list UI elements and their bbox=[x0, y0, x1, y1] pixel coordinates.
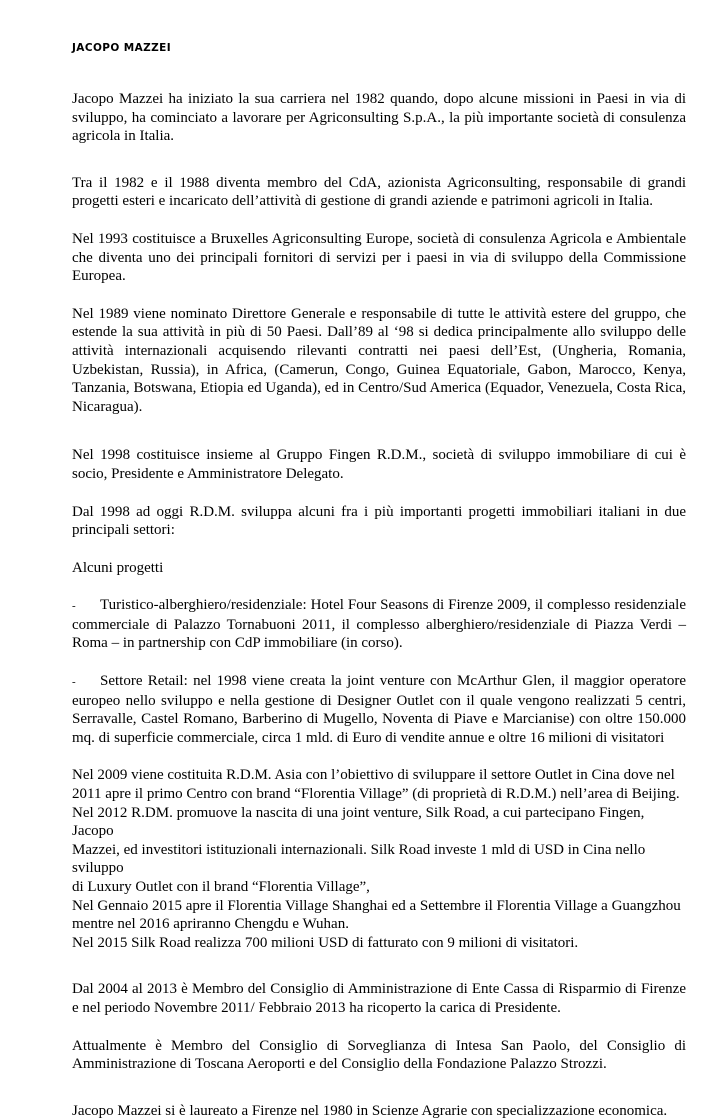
paragraph-director-general: Nel 1989 viene nominato Direttore Generale e responsabile di tutte le attività estere del gruppo, che estende la sua attività in più di 50 Paesi. Dall’89 al ‘98 si dedica principalmente allo sviluppo delle attività internazionali acquisendo rilevanti contratti nei paesi dell’Est, (Ungheria, Romania, Uzbekistan, Russia), in Africa, (Camerun, Congo, Guinea Equatoriale, Gabon, Marocco, Kenya, Tanzania, Botswana, Etiopia ed Uganda), ed in Centro/Sud America (Equador, Venezuela, Costa Rica, Nicaragua). bbox=[72, 305, 686, 415]
bullet-retail bbox=[72, 672, 686, 747]
paragraph-current-roles: Attualmente è Membro del Consiglio di Sorveglianza di Intesa San Paolo, del Consiglio di Amministrazione di Toscana Aeroporti e del Consiglio della Fondazione Palazzo Strozzi. bbox=[72, 1037, 686, 1073]
asia-line: Nel 2015 Silk Road realizza 700 milioni USD di fatturato con 9 milioni di visitatori. bbox=[72, 934, 579, 951]
paragraph-cassa-risparmio: Dal 2004 al 2013 è Membro del Consiglio di Amministrazione di Ente Cassa di Risparmio di Firenze e nel periodo Novembre 2011/ Febbraio 2013 ha ricoperto la carica di Presidente. bbox=[72, 981, 686, 1016]
asia-line: Nel Gennaio 2015 apre il Florentia Village Shanghai ed a Settembre il Florentia Village a Guangzhou bbox=[72, 897, 681, 914]
bullet-retail-text: Settore Retail: nel 1998 viene creata la joint venture con McArthur Glen, il maggior operatore europeo nello sviluppo e nella gestione di Designer Outlet con il quale vengono realizzati 5 centri, Serravalle, Castel Romano, Barberino di Mugello, Noventa di Piave e Marcianise) con oltre 150.000 mq. di superficie commerciale, circa 1 mld. di Euro di vendite annue e oltre 16 milioni di visitatori bbox=[72, 673, 686, 746]
paragraph-bruxelles: Nel 1993 costituisce a Bruxelles Agriconsulting Europe, società di consulenza Agricola e Ambientale che diventa uno dei principali fornitori di servizi per i paesi in via di sviluppo della Commissione Europea. bbox=[72, 230, 686, 285]
bullet-dash: - bbox=[72, 600, 76, 613]
document-title: JACOPO MAZZEI bbox=[72, 42, 172, 54]
asia-line: Mazzei, ed investitori istituzionali internazionali. Silk Road investe 1 mld di USD in Cina nello sviluppo bbox=[72, 841, 646, 877]
paragraph-career-start: Jacopo Mazzei ha iniziato la sua carriera nel 1982 quando, dopo alcune missioni in Paesi in via di sviluppo, ha cominciato a lavorare per Agriconsulting S.p.A., la più importante società di consulenza agricola in Italia. bbox=[72, 91, 686, 145]
asia-line: Nel 2012 R.DM. promuove la nascita di una joint venture, Silk Road, a cui partecipano Fingen, Jacopo bbox=[72, 804, 645, 840]
paragraph-projects-label: Alcuni progetti bbox=[72, 559, 164, 576]
paragraph-asia bbox=[72, 766, 686, 952]
paragraph-cda: Tra il 1982 e il 1988 diventa membro del CdA, azionista Agriconsulting, responsabile di grandi progetti esteri e incaricato dell’attività di gestione di grandi aziende e patrimoni agricoli in Italia. bbox=[72, 174, 686, 210]
asia-line: mentre nel 2016 apriranno Chengdu e Wuhan. bbox=[72, 916, 349, 933]
asia-line: di Luxury Outlet con il brand “Florentia Village”, bbox=[72, 879, 370, 895]
paragraph-rdm-founding: Nel 1998 costituisce insieme al Gruppo Fingen R.D.M., società di sviluppo immobiliare di cui è socio, Presidente e Amministratore Delegato. bbox=[72, 447, 686, 482]
bullet-tourism bbox=[72, 596, 686, 653]
bullet-dash: - bbox=[72, 676, 76, 689]
bullet-tourism-text: Turistico-alberghiero/residenziale: Hotel Four Seasons di Firenze 2009, il complesso residenziale commerciale di Palazzo Tornabuoni 2011, il complesso alberghiero/residenziale di Piazza Verdi – Roma – in partnership con CdP immobiliare (in corso). bbox=[72, 597, 686, 652]
asia-line: 2011 apre il primo Centro con brand “Florentia Village” (di proprietà di R.D.M.) nell’area di Beijing. bbox=[72, 786, 680, 803]
paragraph-rdm-sectors: Dal 1998 ad oggi R.D.M. sviluppa alcuni fra i più importanti progetti immobiliari italiani in due principali settori: bbox=[72, 503, 686, 539]
paragraph-education: Jacopo Mazzei si è laureato a Firenze nel 1980 in Scienze Agrarie con specializzazione economica. bbox=[72, 1102, 668, 1119]
asia-line: Nel 2009 viene costituita R.D.M. Asia con l’obiettivo di sviluppare il settore Outlet in Cina dove nel bbox=[72, 767, 675, 784]
document-page bbox=[72, 42, 686, 1120]
